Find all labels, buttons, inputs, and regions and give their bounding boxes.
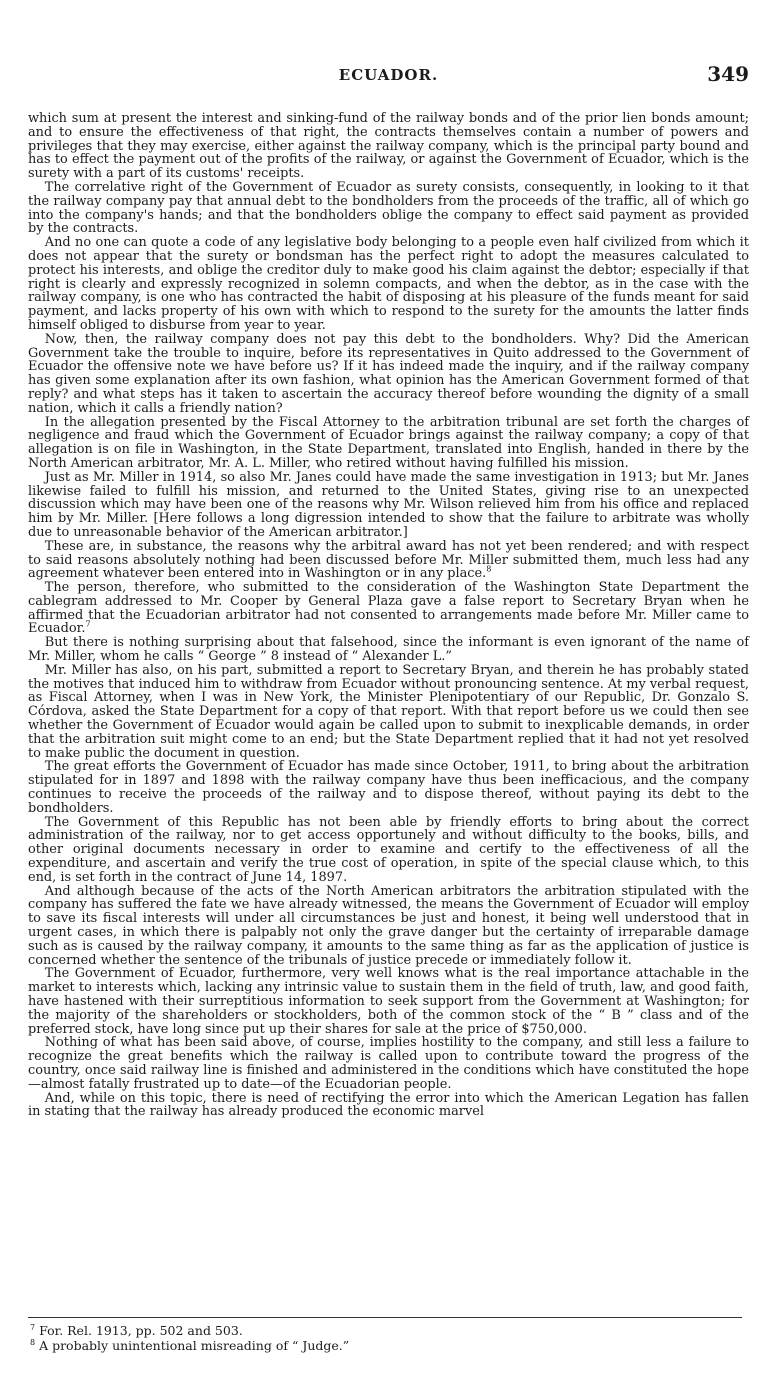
body-text xyxy=(28,112,749,1119)
footnote-ref[interactable]: 7 xyxy=(85,620,91,630)
footnote-text: For. Rel. 1913, pp. 502 and 503. xyxy=(39,1323,243,1338)
paragraph: And, while on this topic, there is need of rectifying the error into which the American Legation has fallen in stating that the railway has already produced the economic marvel xyxy=(28,1090,749,1120)
paragraph: And no one can quote a code of any legislative body belonging to a people even half civilized from which it does not appear that the surety or bondsman has the perfect right to adopt the measures calculated to protect his interests, and oblige the creditor duly to make good his claim against the debtor; especially if that right is clearly and expressly recognized in solemn compacts, and when the debtor, as in the case with the railway company, is one who has contracted the habit of disposing at his pleasure of the funds meant for said payment, and lacks property of his own with which to respond to the surety for the amounts the latter finds himself obliged to disburse from year to year. xyxy=(28,235,749,333)
paragraph: And although because of the acts of the North American arbitrators the arbitration stipulated with the company has suffered the fate we have already witnessed, the means the Government of Ecuador will employ to save its fiscal interests will under all circumstances be just and honest, it being well understood that in urgent cases, in which there is palpably not only the grave danger but the certainty of irreparable damage such as is caused by the railway company, it amounts to the same thing as far as the application of justice is concerned whether the sentence of the tribunals of justice precede or immediately follow it. xyxy=(28,883,749,968)
footnotes xyxy=(28,1323,749,1353)
page-header xyxy=(28,62,749,90)
paragraph: The great efforts the Government of Ecuador has made since October, 1911, to bring about the arbitration stipulated for in 1897 and 1898 with the railway company have thus been inefficacious, and the company continues to receive the proceeds of the railway and to dispose thereof, without paying its debt to the bondholders. xyxy=(28,759,749,816)
page-number: 349 xyxy=(707,62,749,86)
paragraph: Mr. Miller has also, on his part, submitted a report to Secretary Bryan, and therein he has probably stated the motives that induced him to withdraw from Ecuador without pronouncing sentence. At my verbal request, as Fiscal Attorney, when I was in New York, the Minister Plenipotentiary of our Republic, Dr. Gonzalo S. Córdova, asked the State Department for a copy of that report. With that report before us we could then see whether the Government of Ecuador would again be called upon to submit to inexplicable demands, in order that the arbitration suit might come to an end; but the State Department replied that it had not yet resolved to make public the document in question. xyxy=(28,662,749,761)
footnote-mark: 8 xyxy=(30,1337,36,1347)
paragraph: which sum at present the interest and sinking-fund of the railway bonds and of the prior lien bonds amount; and to ensure the effectiveness of that right, the contracts themselves contain a number of powers and privileges that they may exercise, either against the railway company, which is the principal party bound and has to effect the payment out of the profits of the railway, or against the Government of Ecuador, which is the surety with a part of its customs' receipts. xyxy=(28,111,749,182)
footnote-text: A probably unintentional misreading of “ Judge.” xyxy=(39,1338,350,1353)
paragraph: The person, therefore, who submitted to the consideration of the Washington State Department the cablegram addressed to Mr. Cooper by General Plaza gave a false report to Secretary Bryan when he affirmed that the Ecuadorian arbitrator had not consented to arrangements made before Mr. Miller came to Ecuador.$^7$ xyxy=(28,580,749,637)
paragraph: But there is nothing surprising about that falsehood, since the informant is even ignorant of the name of Mr. Miller, whom he calls “ George ” 8 instead of “ Alexander L.” xyxy=(28,635,749,665)
footnote-divider xyxy=(28,1317,742,1318)
footnote xyxy=(28,1323,749,1338)
footnote-mark: 7 xyxy=(30,1322,36,1332)
paragraph: In the allegation presented by the Fiscal Attorney to the arbitration tribunal are set forth the charges of negligence and fraud which the Government of Ecuador brings against the railway company; a copy of that allegation is on file in Washington, in the State Department, translated into English, handed in there by the North American arbitrator, Mr. A. L. Miller, who retired without having fulfilled his mission. xyxy=(28,414,749,471)
paragraph: Now, then, the railway company does not pay this debt to the bondholders. Why? Did the American Government take the trouble to inquire, before its representatives in Quito addressed to the Government of Ecuador the offensive note we have before us? If it has indeed made the inquiry, and if the railway company has given some explanation after its own fashion, what opinion has the American Government formed of that reply? and what steps has it taken to ascertain the accuracy thereof before wounding the dignity of a small nation, which it calls a friendly nation? xyxy=(28,331,749,416)
paragraph: Just as Mr. Miller in 1914, so also Mr. Janes could have made the same investigation in 1913; but Mr. Janes likewise failed to fulfill his mission, and returned to the United States, giving rise to an unexpected discussion which may have been one of the reasons why Mr. Wilson relieved him from his office and replaced him by Mr. Miller. [Here follows a long digression intended to show that the failure to arbitrate was wholly due to unreasonable behavior of the American arbitrator.] xyxy=(28,469,749,540)
paragraph: These are, in substance, the reasons why the arbitral award has not yet been rendered; and with respect to said reasons absolutely nothing had been discussed before Mr. Miller submitted them, much less had any agreement whatever been entered into in Washington or in any place.$^8$ xyxy=(28,538,749,582)
paragraph: The Government of Ecuador, furthermore, very well knows what is the real importance attachable in the market to interests which, lacking any intrinsic value to sustain them in the field of truth, law, and good faith, have hastened with their surreptitious information to seek support from the Government at Washington; for the majority of the shareholders or stockholders, both of the common stock of the “ B ” class and of the preferred stock, have long since put up their shares for sale at the price of $750,000. xyxy=(28,966,749,1037)
paragraph: Nothing of what has been said above, of course, implies hostility to the company, and still less a failure to recognize the great benefits which the railway is called upon to contribute toward the progress of the country, once said railway line is finished and administered in the conditions which have constituted the hope—almost fatally frustrated up to date—of the Ecuadorian people. xyxy=(28,1035,749,1092)
paragraph: The Government of this Republic has not been able by friendly efforts to bring about the correct administration of the railway, nor to get access opportunely and without difficulty to the books, bills, and other original documents necessary in order to examine and certify to the effectiveness of all the expenditure, and ascertain and verify the true cost of operation, in spite of the special clause which, to this end, is set forth in the contract of June 14, 1897. xyxy=(28,814,749,885)
running-title: ECUADOR. xyxy=(338,66,439,84)
footnote-ref[interactable]: 8 xyxy=(486,565,492,574)
footnote xyxy=(28,1338,749,1353)
paragraph: The correlative right of the Government of Ecuador as surety consists, consequently, in looking to it that the railway company pay that annual debt to the bondholders from the proceeds of the traffic, all of which go into the company's hands; and that the bondholders oblige the company to effect said payment as provided by the contracts. xyxy=(28,179,749,237)
